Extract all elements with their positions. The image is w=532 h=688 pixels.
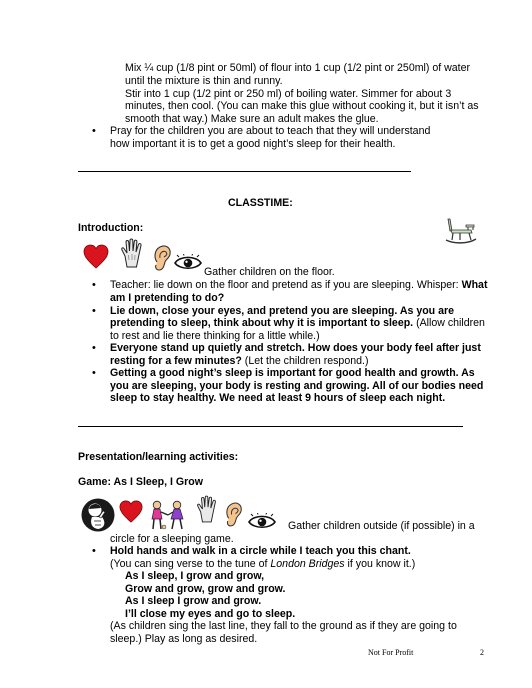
game-gather-line-2: circle for a sleeping game. [110, 533, 234, 545]
game-title: Game: As I Sleep, I Grow [78, 476, 204, 488]
eye-icon [248, 513, 276, 530]
bullet-mark: • [92, 279, 96, 291]
intro-bullet-2-line-3: to rest and lie there thinking for a little while.) [110, 330, 320, 342]
bullet-mark: • [92, 125, 96, 137]
intro-bullet-2-line-2: pretending to sleep, think about why it is important to sleep. (Allow children [110, 317, 485, 329]
glue-line-5: smooth that way.) Make sure an adult makes the glue. [125, 113, 379, 125]
divider-2 [78, 426, 463, 427]
intro-bullet-3-line-2: resting for a few minutes? (Let the children respond.) [110, 355, 369, 367]
hand-icon [120, 238, 146, 268]
intro-bullet-2-line-1: Lie down, close your eyes, and pretend you are sleeping. As you are [110, 305, 455, 317]
game-bullet-1-line-1: Hold hands and walk in a circle while I teach you this chant. [110, 545, 411, 557]
glue-line-2: until the mixture is thin and runny. [125, 75, 283, 87]
introduction-heading: Introduction: [78, 222, 144, 234]
intro-bullet-4-line-3: sleep to stay healthy. We need at least 9 hours of sleep each night. [110, 392, 446, 404]
glue-line-4: minutes, then cool. (You can make this glue without cooking it, but it isn’t as [125, 100, 479, 112]
page-number: 2 [480, 648, 484, 657]
chant-line-1: As I sleep, I grow and grow, [125, 570, 265, 582]
intro-bullet-1-line-2: am I pretending to do? [110, 292, 225, 304]
game-after-line-2: sleep.) Play as long as desired. [110, 633, 258, 645]
bullet-mark: • [92, 545, 96, 557]
praying-child-icon [80, 497, 116, 533]
hand-icon [196, 495, 220, 523]
pray-line-2: how important it is to get a good night’s sleep for their health. [110, 138, 396, 150]
game-gather-line-1: Gather children outside (if possible) in a [288, 520, 475, 532]
ear-icon [152, 244, 172, 272]
game-bullet-1-line-2: (You can sing verse to the tune of London Bridges if you know it.) [110, 558, 416, 570]
presentation-heading: Presentation/learning activities: [78, 451, 239, 463]
chant-line-3: As I sleep I grow and grow. [125, 595, 262, 607]
rocking-chair-icon [444, 216, 478, 244]
chant-line-2: Grow and grow, grow and grow. [125, 583, 286, 595]
pray-line-1: Pray for the children you are about to teach that they will understand [110, 125, 431, 137]
glue-line-1: Mix ¼ cup (1/8 pint or 50ml) of flour into 1 cup (1/2 pint or 250ml) of water [125, 62, 471, 74]
children-icon [148, 500, 192, 532]
game-after-line-1: (As children sing the last line, they fall to the ground as if they are going to [110, 620, 457, 632]
bullet-mark: • [92, 342, 96, 354]
divider-1 [78, 171, 411, 172]
bullet-mark: • [92, 367, 96, 379]
ear-icon [224, 501, 243, 528]
glue-line-3: Stir into 1 cup (1/2 pint or 250 ml) of boiling water. Simmer for about 3 [125, 88, 452, 100]
intro-bullet-4-line-1: Getting a good night’s sleep is important for good health and growth. As [110, 367, 475, 379]
intro-bullet-4-line-2: you are sleeping, your body is resting and growing. All of our bodies need [110, 380, 484, 392]
bullet-mark: • [92, 305, 96, 317]
intro-bullet-1-line-1: Teacher: lie down on the floor and pretend as if you are sleeping. Whisper: What [110, 279, 488, 291]
intro-bullet-3-line-1: Everyone stand up quietly and stretch. How does your body feel after just [110, 342, 481, 354]
eye-icon [174, 254, 202, 271]
heart-icon [83, 244, 109, 270]
classtime-heading: CLASSTIME: [228, 197, 293, 209]
heart-icon [119, 500, 143, 524]
footer-note: Not For Profit [368, 648, 414, 657]
chant-line-4: I’ll close my eyes and go to sleep. [125, 608, 296, 620]
intro-gather-text: Gather children on the floor. [204, 266, 335, 278]
